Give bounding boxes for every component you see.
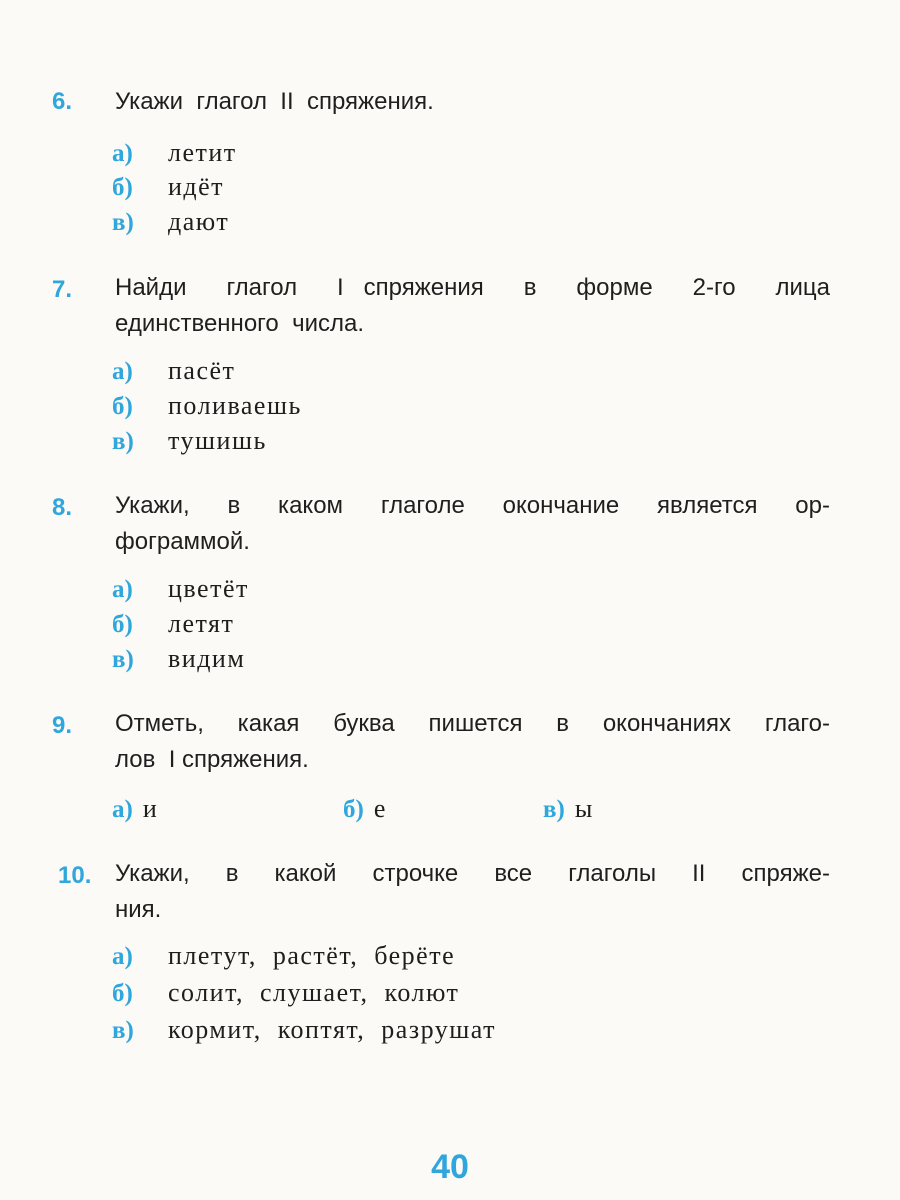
option-letter: б)	[112, 611, 133, 638]
answer-option-a[interactable]	[112, 138, 237, 172]
option-text: плетут, растёт, берёте	[168, 941, 456, 970]
option-text: кормит, коптят, разрушат	[168, 1015, 497, 1044]
option-letter: а)	[112, 943, 133, 970]
question-text	[115, 856, 830, 928]
question-number: 10.	[58, 862, 92, 889]
page-number: 40	[431, 1148, 469, 1186]
answer-option-b[interactable]	[112, 172, 224, 206]
option-letter: в)	[112, 428, 134, 455]
option-text: дают	[168, 207, 230, 236]
option-text: тушишь	[168, 426, 267, 455]
answer-option-a[interactable]	[112, 574, 249, 608]
answer-option-b[interactable]	[112, 391, 302, 425]
answer-option-b[interactable]	[112, 609, 234, 643]
answer-option-b[interactable]	[112, 978, 459, 1012]
answer-option-c[interactable]	[112, 426, 267, 460]
question-number: 6.	[52, 88, 73, 115]
question-text	[115, 270, 830, 342]
answer-option-c[interactable]	[543, 794, 594, 824]
option-letter: в)	[543, 796, 565, 823]
option-text: е	[373, 794, 387, 823]
option-letter: в)	[112, 646, 134, 673]
option-letter: б)	[112, 980, 133, 1007]
option-letter: а)	[112, 796, 133, 823]
option-text: идёт	[168, 172, 225, 201]
option-text: поливаешь	[168, 391, 302, 420]
option-text: и	[142, 794, 159, 823]
answer-option-c[interactable]	[112, 644, 245, 678]
question-text-line: Укажи, в какой строчке все глаголы II спряже-	[115, 860, 830, 887]
option-letter: б)	[112, 174, 133, 201]
option-letter: б)	[112, 393, 133, 420]
question-text-line: Найди глагол I спряжения в форме 2-го лица	[115, 274, 830, 301]
option-letter: б)	[343, 796, 364, 823]
answer-option-a[interactable]	[112, 794, 158, 824]
option-text: видим	[168, 644, 246, 673]
option-text: ы	[574, 794, 594, 823]
option-letter: а)	[112, 576, 133, 603]
option-text: пасёт	[168, 356, 236, 385]
answer-option-c[interactable]	[112, 207, 229, 241]
question-text	[115, 706, 830, 778]
answer-option-a[interactable]	[112, 356, 235, 390]
answer-option-c[interactable]	[112, 1015, 496, 1049]
option-letter: а)	[112, 358, 133, 385]
question-number: 7.	[52, 276, 73, 303]
option-letter: в)	[112, 209, 134, 236]
answer-option-b[interactable]	[343, 794, 387, 824]
option-text: цветёт	[168, 574, 249, 603]
answer-option-a[interactable]	[112, 941, 455, 975]
option-text: летит	[168, 138, 237, 167]
option-letter: а)	[112, 140, 133, 167]
question-number: 9.	[52, 712, 73, 739]
question-text-line: ния.	[115, 896, 162, 923]
question-text-line: Отметь, какая буква пишется в окончаниях глаго-	[115, 710, 830, 737]
option-letter: в)	[112, 1017, 134, 1044]
option-text: солит, слушает, колют	[168, 978, 460, 1007]
question-number: 8.	[52, 494, 73, 521]
question-text-line: Укажи, в каком глаголе окончание является ор-	[115, 492, 830, 519]
question-text-line: единственного числа.	[115, 310, 364, 337]
question-text-line: Укажи глагол II спряжения.	[115, 88, 434, 115]
question-text	[115, 84, 830, 120]
question-text-line: фограммой.	[115, 528, 250, 555]
question-text-line: лов I спряжения.	[115, 746, 309, 773]
question-text	[115, 488, 830, 560]
option-text: летят	[168, 609, 235, 638]
